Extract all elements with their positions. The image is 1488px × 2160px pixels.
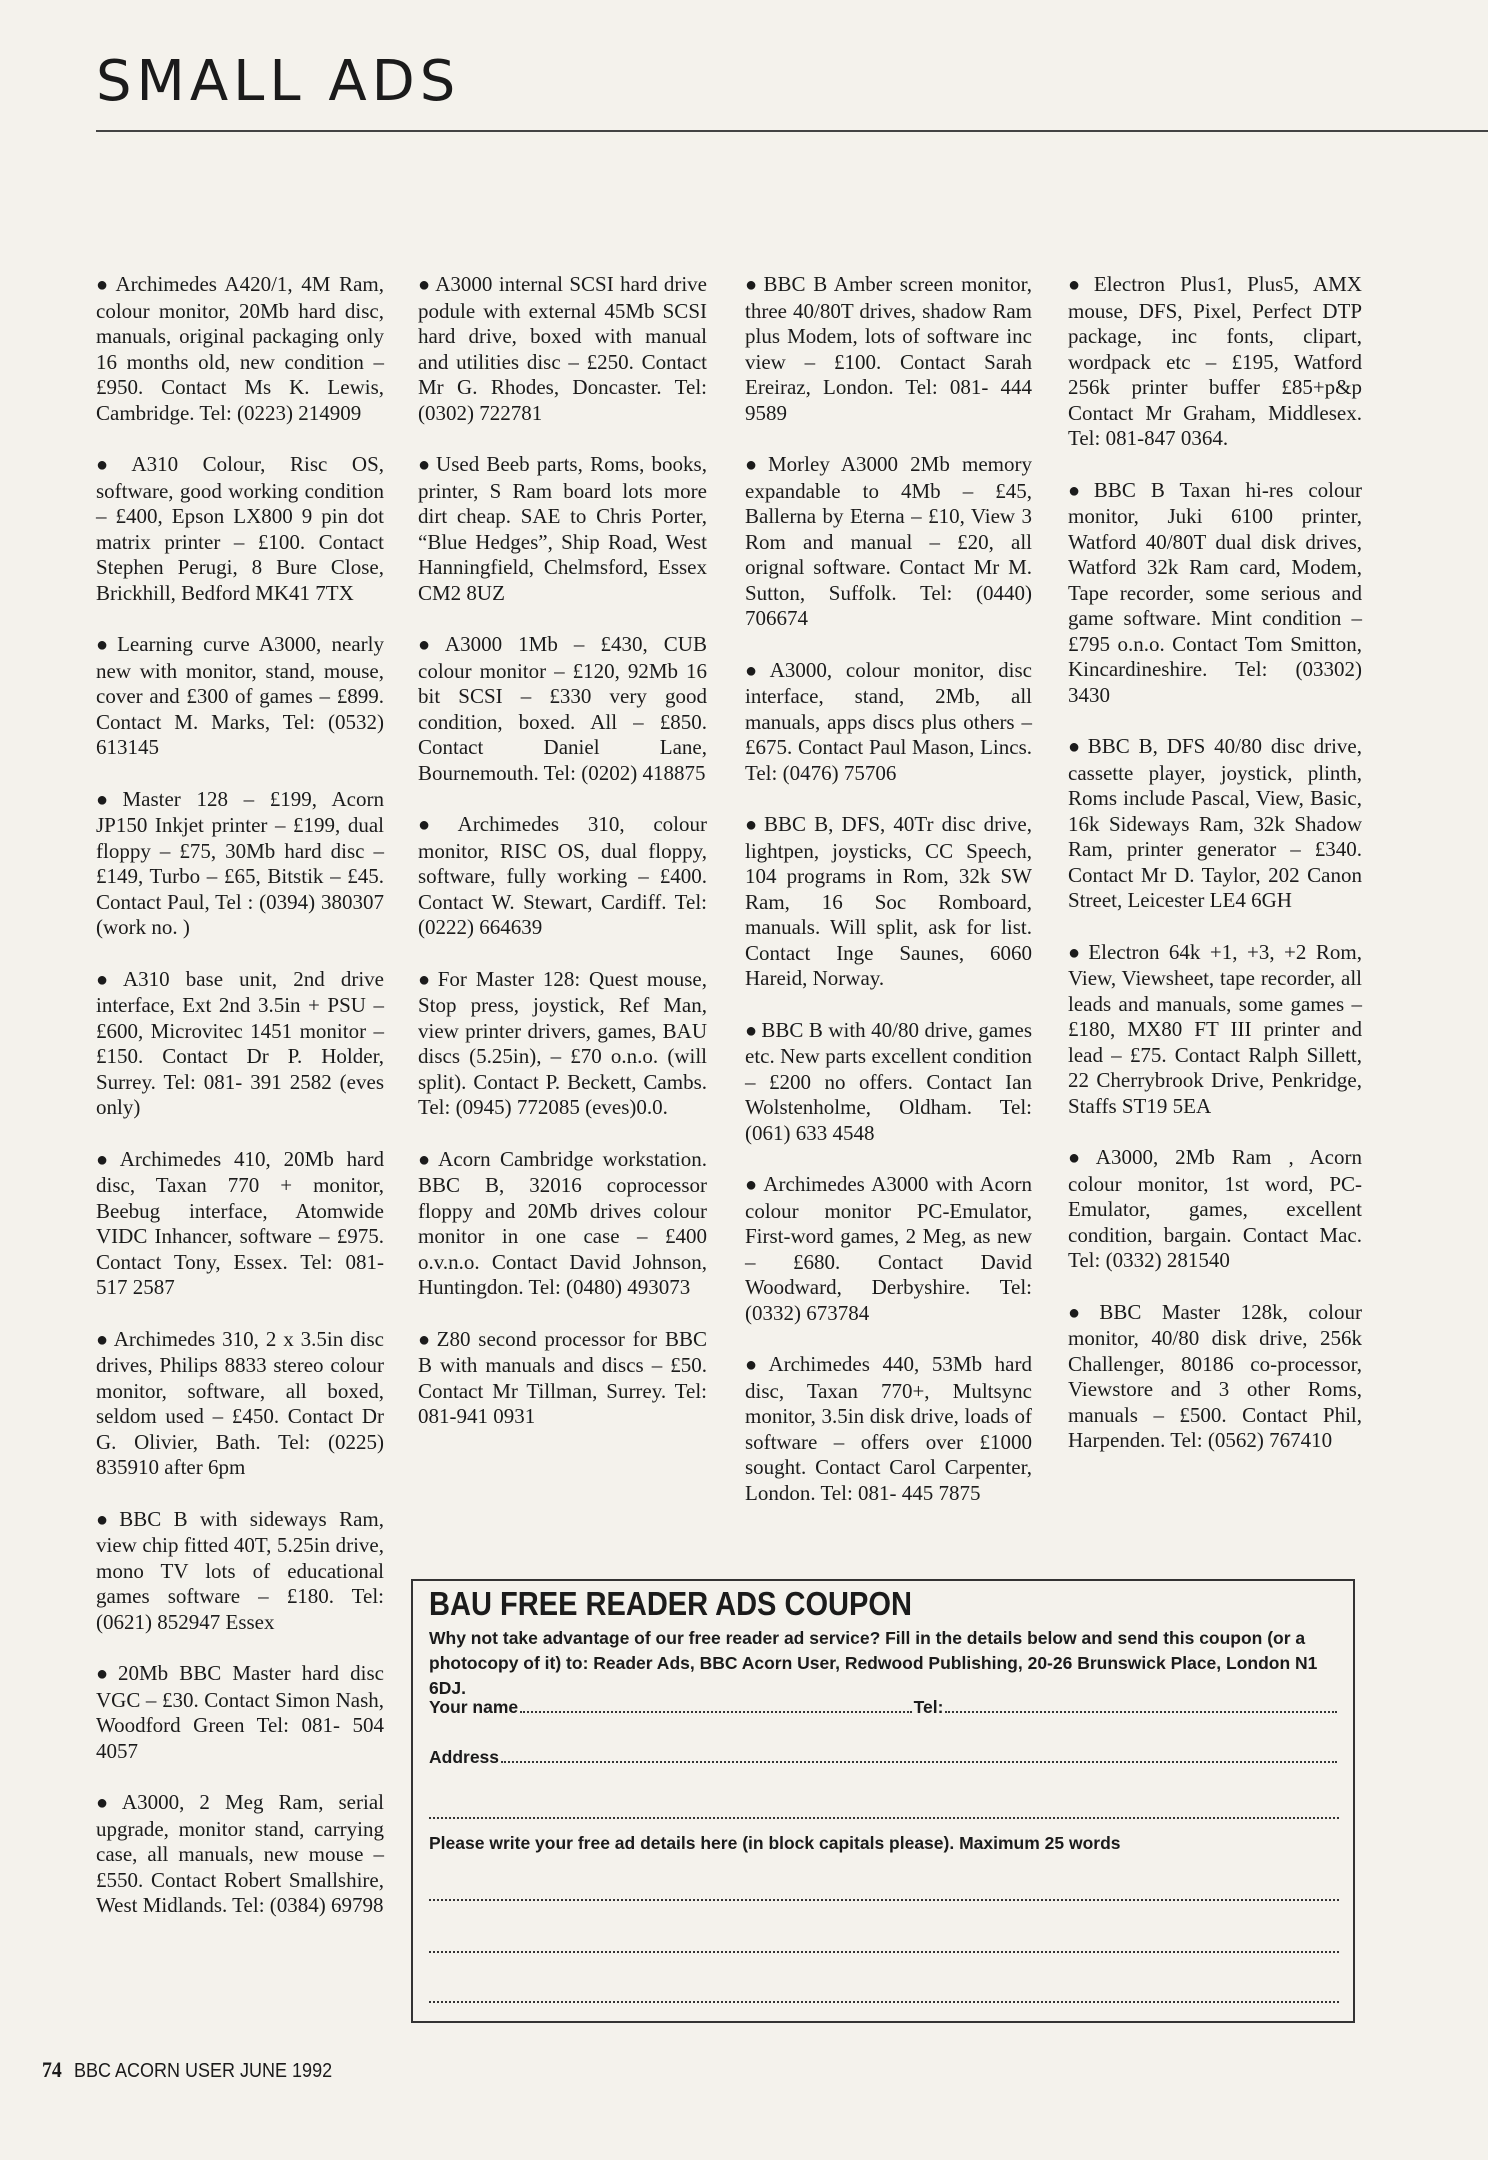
small-ad	[96, 1790, 384, 1919]
small-ad	[418, 1327, 707, 1430]
ads-column-3	[745, 272, 1032, 1532]
small-ad-text: Archimedes A3000 with Acorn colour monitor PC-Emulator, First-word games, 2 Meg, as new – £680. Contact David Woodward, Derbyshire. Tel: (0332) 673784	[745, 1172, 1032, 1325]
small-ad	[1068, 1300, 1362, 1454]
small-ad-text: Acorn Cambridge workstation. BBC B, 32016 coprocessor floppy and 20Mb drives colour monitor in one case – £400 o.v.n.o. Contact David Johnson, Huntingdon. Tel: (0480) 493073	[418, 1146, 707, 1299]
small-ad	[418, 272, 707, 426]
bullet-icon: ●	[1068, 274, 1090, 296]
small-ad	[418, 632, 707, 786]
page-title: SMALL ADS	[96, 49, 461, 114]
small-ad	[1068, 1145, 1362, 1274]
small-ad	[1068, 478, 1362, 709]
ads-column-2	[418, 272, 707, 1456]
title-rule	[96, 130, 1488, 132]
bullet-icon: ●	[1068, 1147, 1092, 1169]
address-field[interactable]	[501, 1760, 1337, 1763]
bullet-icon: ●	[1068, 736, 1084, 758]
bullet-icon: ●	[96, 1148, 116, 1171]
bullet-icon: ●	[96, 1663, 114, 1685]
bullet-icon: ●	[418, 274, 432, 296]
small-ad	[418, 1147, 707, 1301]
small-ad-text: BBC B with sideways Ram, view chip fitted 40T, 5.25in drive, mono TV lots of educational games software – £180. Tel: (0621) 852947 Essex	[96, 1506, 384, 1634]
bullet-icon: ●	[418, 634, 441, 656]
small-ad-text: Used Beeb parts, Roms, books, printer, S Ram board lots more dirt cheap. SAE to Chris Porter, “Blue Hedges”, Ship Road, West Hanningfield, Chelmsford, Essex CM2 8UZ	[418, 452, 707, 605]
bullet-icon: ●	[418, 1148, 435, 1171]
small-ad	[1068, 940, 1362, 1120]
bullet-icon: ●	[96, 1792, 118, 1814]
small-ad-text: Archimedes 440, 53Mb hard disc, Taxan 770+, Multsync monitor, 3.5in disk drive, loads of software – offers over £1000 sought. Contact Carol Carpenter, London. Tel: 081- 445 7875	[745, 1352, 1032, 1505]
details-field-line-1[interactable]	[429, 1899, 1339, 1901]
small-ad-text: A3000 1Mb – £430, CUB colour monitor – £120, 92Mb 16 bit SCSI – £330 very good condition, boxed. All – £850. Contact Daniel Lane, Bournemouth. Tel: (0202) 418875	[418, 632, 707, 785]
small-ad-text: Z80 second processor for BBC B with manuals and discs – £50. Contact Mr Tillman, Surrey. Tel: 081-941 0931	[418, 1326, 707, 1428]
ads-column-1	[96, 272, 384, 1945]
bullet-icon: ●	[1068, 479, 1090, 502]
small-ad	[96, 1327, 384, 1481]
small-ad	[745, 272, 1032, 426]
bullet-icon: ●	[745, 659, 766, 682]
address-line	[429, 1747, 1339, 1768]
name-label: Your name	[429, 1697, 519, 1717]
small-ad	[96, 272, 384, 426]
bullet-icon: ●	[745, 274, 760, 296]
small-ad-text: 20Mb BBC Master hard disc VGC – £30. Contact Simon Nash, Woodford Green Tel: 081- 504 4057	[96, 1661, 384, 1763]
small-ad	[745, 1352, 1032, 1506]
tel-label: Tel:	[913, 1697, 944, 1717]
name-field[interactable]	[520, 1710, 912, 1713]
bullet-icon: ●	[96, 454, 128, 476]
reader-ads-coupon	[411, 1579, 1355, 2023]
small-ad-text: BBC B Amber screen monitor, three 40/80T drives, shadow Ram plus Modem, lots of software inc view – £100. Contact Sarah Ereiraz, London. Tel: 081- 444 9589	[745, 272, 1032, 425]
small-ad-text: A3000, 2Mb Ram , Acorn colour monitor, 1st word, PC-Emulator, games, excellent condition, bargain. Contact Mac. Tel: (0332) 281540	[1068, 1145, 1362, 1272]
details-field-line-3[interactable]	[429, 2001, 1339, 2003]
bullet-icon: ●	[745, 454, 764, 476]
small-ad-text: A3000, colour monitor, disc interface, stand, 2Mb, all manuals, apps discs plus others – £675. Contact Paul Mason, Lincs. Tel: (0476) 75706	[745, 657, 1032, 785]
small-ad-text: Electron 64k +1, +3, +2 Rom, View, Viewsheet, tape recorder, all leads and manuals, some games – £180, MX80 FT III printer and lead – £75. Contact Ralph Sillett, 22 Cherrybrook Drive, Penkridge, Staffs ST19 5EA	[1068, 939, 1362, 1118]
small-ad-text: BBC B, DFS, 40Tr disc drive, lightpen, joysticks, CC Speech, 104 programs in Rom, 32k SW Ram, 16 Soc Romboard, manuals. Will split, ask for list. Contact Inge Saunes, 6060 Hareid, Norway.	[745, 812, 1032, 990]
tel-field[interactable]	[945, 1710, 1337, 1713]
small-ad	[1068, 734, 1362, 914]
details-field-line-2[interactable]	[429, 1951, 1339, 1953]
small-ad-text: Learning curve A3000, nearly new with monitor, stand, mouse, cover and £300 of games – £899. Contact M. Marks, Tel: (0532) 613145	[96, 632, 384, 759]
bullet-icon: ●	[745, 814, 760, 836]
small-ad-text: A3000 internal SCSI hard drive podule with external 45Mb SCSI hard drive, boxed with manual and utilities disc – £250. Contact Mr G. Rhodes, Doncaster. Tel: (0302) 722781	[418, 272, 707, 425]
bullet-icon: ●	[745, 1174, 760, 1196]
bullet-icon: ●	[96, 274, 112, 296]
small-ad	[96, 1661, 384, 1764]
ads-column-4	[1068, 272, 1362, 1480]
small-ad	[418, 812, 707, 941]
details-label: Please write your free ad details here (in block capitals please). Maximum 25 words	[429, 1833, 1121, 1853]
small-ad	[418, 967, 707, 1121]
small-ad	[96, 452, 384, 606]
bullet-icon: ●	[418, 454, 433, 476]
bullet-icon: ●	[96, 1328, 110, 1351]
small-ad	[745, 452, 1032, 632]
coupon-intro: Why not take advantage of our free reader ad service? Fill in the details below and send this coupon (or a photocopy of it) to: Reader Ads, BBC Acorn User, Redwood Publishing, 20-26 Brunswick Place, London N1 6DJ.	[429, 1628, 1318, 1698]
small-ad	[745, 1172, 1032, 1326]
bullet-icon: ●	[418, 814, 454, 836]
bullet-icon: ●	[96, 634, 114, 656]
small-ad-text: BBC Master 128k, colour monitor, 40/80 disk drive, 256k Challenger, 80186 co-processor, Viewstore and 3 other Roms, manuals – £500. Contact Phil, Harpenden. Tel: (0562) 767410	[1068, 1299, 1362, 1452]
small-ad-text: Archimedes 310, 2 x 3.5in disc drives, Philips 8833 stereo colour monitor, software, all boxed, seldom used – £450. Contact Dr G. Olivier, Bath. Tel: (0225) 835910 after 6pm	[96, 1326, 384, 1479]
small-ad-text: A3000, 2 Meg Ram, serial upgrade, monitor stand, carrying case, all manuals, new mouse – £550. Contact Robert Smallshire, West Midlands. Tel: (0384) 69798	[96, 1790, 384, 1917]
address-label: Address	[429, 1747, 500, 1767]
small-ad-text: BBC B Taxan hi-res colour monitor, Juki 6100 printer, Watford 40/80T dual disk drives, Watford 32k Ram card, Modem, Tape recorder, some serious and game software. Mint condition – £795 o.n.o. Contact Tom Smitton, Kincardineshire. Tel: (03302) 3430	[1068, 477, 1362, 707]
small-ad-text: A310 base unit, 2nd drive interface, Ext 2nd 3.5in + PSU – £600, Microvitec 1451 monitor – £150. Contact Dr P. Holder, Surrey. Tel: 081- 391 2582 (eves only)	[96, 966, 384, 1119]
small-ad-text: A310 Colour, Risc OS, software, good working condition – £400, Epson LX800 9 pin dot matrix printer – £100. Contact Stephen Perugi, 8 Bure Close, Brickhill, Bedford MK41 7TX	[96, 452, 384, 605]
small-ad	[745, 1018, 1032, 1147]
small-ad	[96, 1147, 384, 1301]
small-ad-text: Master 128 – £199, Acorn JP150 Inkjet printer – £199, dual floppy – £75, 30Mb hard disc – £149, Turbo – £65, Bitstik – £45. Contact Paul, Tel : (0394) 380307 (work no. )	[96, 786, 384, 939]
small-ad	[96, 1507, 384, 1636]
small-ad	[418, 452, 707, 606]
bullet-icon: ●	[1068, 1301, 1096, 1324]
small-ad	[96, 632, 384, 761]
details-instruction-line	[429, 1833, 1339, 1854]
small-ad-text: Archimedes 410, 20Mb hard disc, Taxan 770 + monitor, Beebug interface, Atomwide VIDC Inhancer, software – £975. Contact Tony, Essex. Tel: 081-517 2587	[96, 1146, 384, 1299]
bullet-icon: ●	[1068, 941, 1085, 964]
page-number: 74	[42, 2057, 62, 2082]
coupon-heading: BAU FREE READER ADS COUPON	[429, 1585, 912, 1622]
small-ad-text: BBC B, DFS 40/80 disc drive, cassette player, joystick, plinth, Roms include Pascal, View, Basic, 16k Sideways Ram, 32k Shadow Ram, printer generator – £340. Contact Mr D. Taylor, 202 Canon Street, Leicester LE4 6GH	[1068, 734, 1362, 912]
page-footer	[42, 2057, 332, 2083]
bullet-icon: ●	[745, 1019, 758, 1042]
bullet-icon: ●	[418, 1328, 433, 1351]
bullet-icon: ●	[745, 1354, 765, 1376]
name-tel-line	[429, 1697, 1339, 1718]
small-ad-text: For Master 128: Quest mouse, Stop press, joystick, Ref Man, view printer drivers, games, BAU discs (5.25in), – £70 o.n.o. (will split). Contact P. Beckett, Cambs. Tel: (0945) 772085 (eves)0.0.	[418, 966, 707, 1119]
bullet-icon: ●	[418, 968, 434, 991]
small-ad-text: Electron Plus1, Plus5, AMX mouse, DFS, Pixel, Perfect DTP package, inc fonts, clipart, wordpack etc – £195, Watford 256k printer buffer £85+p&p Contact Mr Graham, Middlesex. Tel: 081-847 0364.	[1068, 272, 1362, 450]
small-ad	[1068, 272, 1362, 452]
publication-line: BBC ACORN USER JUNE 1992	[74, 2060, 333, 2082]
address-field-line-2[interactable]	[429, 1817, 1339, 1819]
small-ad-text: BBC B with 40/80 drive, games etc. New parts excellent condition – £200 no offers. Contact Ian Wolstenholme, Oldham. Tel: (061) 633 4548	[745, 1017, 1032, 1145]
small-ad	[96, 787, 384, 941]
small-ad-text: Morley A3000 2Mb memory expandable to 4Mb – £45, Ballerna by Eterna – £10, View 3 Rom and manual – £20, all orignal software. Contact Mr M. Sutton, Suffolk. Tel: (0440) 706674	[745, 452, 1032, 630]
bullet-icon: ●	[96, 788, 119, 811]
bullet-icon: ●	[96, 968, 119, 991]
small-ad-text: Archimedes 310, colour monitor, RISC OS, dual floppy, software, fully working – £400. Contact W. Stewart, Cardiff. Tel: (0222) 664639	[418, 812, 707, 939]
small-ad	[745, 658, 1032, 787]
small-ad-text: Archimedes A420/1, 4M Ram, colour monitor, 20Mb hard disc, manuals, original packaging only 16 months old, new condition – £950. Contact Ms K. Lewis, Cambridge. Tel: (0223) 214909	[96, 272, 384, 425]
small-ad	[96, 967, 384, 1121]
bullet-icon: ●	[96, 1508, 116, 1531]
small-ad	[745, 812, 1032, 992]
